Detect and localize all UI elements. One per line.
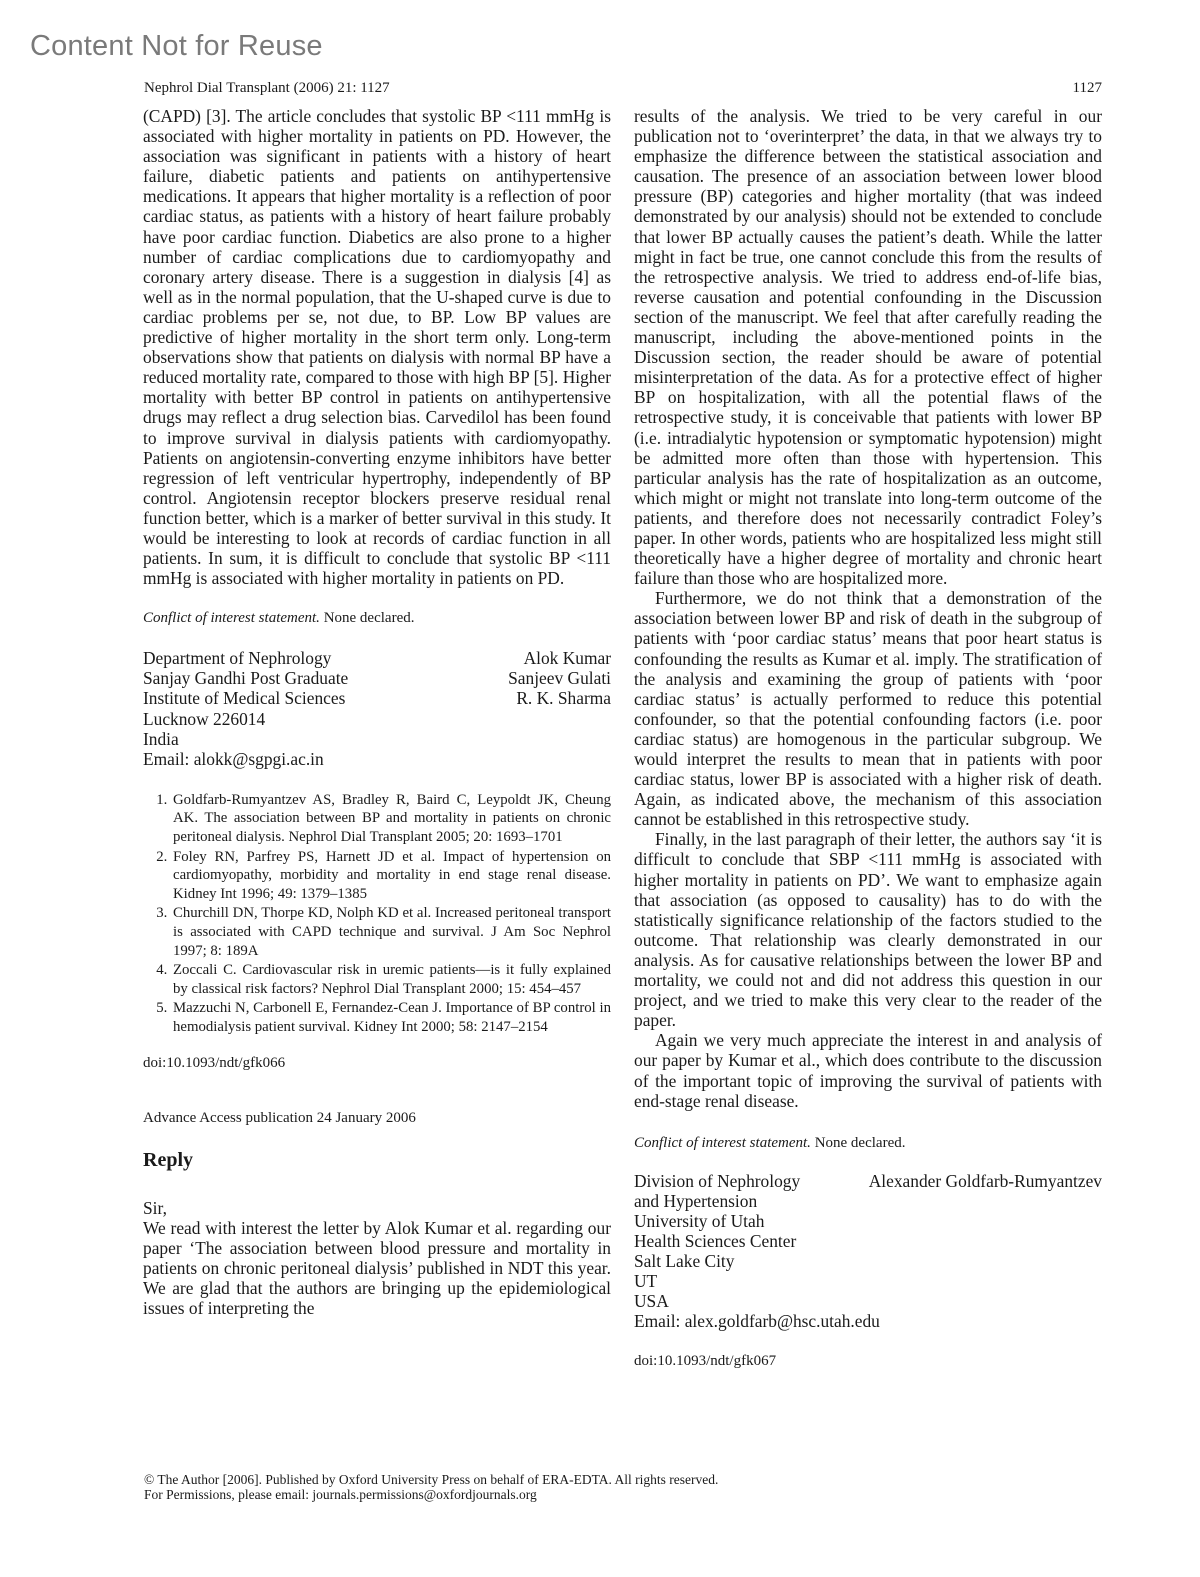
reference-item: 2. Foley RN, Parfrey PS, Harnett JD et al. Impact of hypertension on cardiomyopathy, morbidity and mortality in end stage renal disease. Kidney Int 1996; 49: 1379–1385 bbox=[171, 848, 611, 904]
coi-label: Conflict of interest statement. bbox=[143, 610, 320, 627]
address-line: and Hypertension bbox=[634, 1190, 758, 1211]
salutation: Sir, bbox=[143, 1197, 167, 1218]
page-number: 1127 bbox=[1072, 80, 1102, 96]
coi-text: None declared. bbox=[814, 1134, 906, 1151]
running-head bbox=[144, 80, 1102, 97]
reference-item: 1. Goldfarb-Rumyantzev AS, Bradley R, Baird C, Leypoldt JK, Cheung AK. The association between BP and mortality in patients on chronic peritoneal dialysis. Nephrol Dial Transplant 2005; 20: 1693–1701 bbox=[171, 791, 611, 847]
reply-heading: Reply bbox=[143, 1148, 193, 1171]
address-line: USA bbox=[634, 1291, 669, 1312]
reference-list bbox=[143, 791, 611, 1037]
address-line: Sanjay Gandhi Post Graduate bbox=[143, 668, 349, 689]
right-column bbox=[634, 106, 1102, 1370]
address-line: India bbox=[143, 728, 179, 749]
reference-item: 4. Zoccali C. Cardiovascular risk in uremic patients—is it fully explained by classical risk factors? Nephrol Dial Transplant 2000; 15: 454–457 bbox=[171, 961, 611, 998]
author-name: Sanjeev Gulati bbox=[508, 668, 611, 689]
doi: doi:10.1093/ndt/gfk067 bbox=[634, 1353, 777, 1370]
affiliation-address bbox=[143, 648, 348, 769]
author-name: R. K. Sharma bbox=[516, 688, 611, 709]
copyright-line: © The Author [2006]. Published by Oxford University Press on behalf of ERA-EDTA. All rights reserved. bbox=[144, 1472, 719, 1487]
reply-paragraph: Again we very much appreciate the interest in and analysis of our paper by Kumar et al., which does contribute to the discussion of the important topic of improving the survival of patients with end-stage renal disease. bbox=[634, 1030, 1102, 1111]
letter-paragraph: (CAPD) [3]. The article concludes that systolic BP <111 mmHg is associated with higher mortality in patients on PD. However, the association was significant in patients with a history of heart failure, diabetic patients and patients on antihypertensive medications. It appears that higher mortality is a reflection of poor cardiac status, as patients with a history of heart failure probably have poor cardiac function. Diabetics are also prone to a higher number of cardiac complications due to cardiomyopathy and coronary artery disease. There is a suggestion in dialysis [4] as well as in the normal population, that the U-shaped curve is due to cardiac problems per se, not due, to BP. Low BP values are predictive of higher mortality in the short term only. Long-term observations show that patients on dialysis with normal BP have a reduced mortality rate, compared to those with high BP [5]. Higher mortality with better BP control in patients on antihypertensive drugs may reflect a drug selection bias. Carvedilol has been found to improve survival in dialysis patients with cardiomyopathy. Patients on angiotensin-converting enzyme inhibitors have better regression of left ventricular hypertrophy, independently of BP control. Angiotensin receptor blockers preserve residual renal function better, which is a marker of better survival in this study. It would be interesting to look at records of cardiac function in all patients. In sum, it is difficult to conclude that systolic BP <111 mmHg is associated with higher mortality in patients on PD. bbox=[143, 106, 611, 589]
address-line: Department of Nephrology bbox=[143, 648, 332, 669]
conflict-of-interest bbox=[634, 1133, 1102, 1153]
permissions-line: For Permissions, please email: journals.permissions@oxfordjournals.org bbox=[144, 1487, 537, 1502]
email-address: Email: alokk@sgpgi.ac.in bbox=[143, 748, 324, 769]
reference-item: 3. Churchill DN, Thorpe KD, Nolph KD et al. Increased peritoneal transport is associated with CAPD technique and survival. J Am Soc Nephrol 1997; 8: 189A bbox=[171, 904, 611, 960]
left-column bbox=[143, 106, 611, 1318]
address-line: University of Utah bbox=[634, 1210, 765, 1231]
doi: doi:10.1093/ndt/gfk066 bbox=[143, 1054, 286, 1071]
address-line: UT bbox=[634, 1271, 658, 1292]
journal-citation: Nephrol Dial Transplant (2006) 21: 1127 bbox=[144, 80, 390, 96]
author-names bbox=[508, 648, 611, 769]
address-line: Division of Nephrology bbox=[634, 1170, 801, 1191]
author-block bbox=[634, 1171, 1102, 1332]
reply-paragraph: Furthermore, we do not think that a demonstration of the association between lower BP and risk of death in the subgroup of patients with ‘poor cardiac status’ means that poor heart status is confounding the results as Kumar et al. imply. The stratification of the analysis and examining the group of patients with ‘poor cardiac status’ is actually performed to reduce this potential confounder, so that the potential confounding factors (i.e. poor cardiac status) are homogenous in the particular subgroup. We would interpret the results to mean that in patients with poor cardiac status, lower BP is associated with a higher risk of death. Again, as indicated above, the mechanism of this association cannot be established in this retrospective study. bbox=[634, 588, 1102, 830]
reply-paragraph: We read with interest the letter by Alok Kumar et al. regarding our paper ‘The association between blood pressure and mortality in patients on chronic peritoneal dialysis’ published in NDT this year. We are glad that the authors are bringing up the epidemiological issues of interpreting the bbox=[143, 1217, 611, 1318]
address-line: Health Sciences Center bbox=[634, 1230, 797, 1251]
email-address: Email: alex.goldfarb@hsc.utah.edu bbox=[634, 1311, 880, 1332]
reply-paragraph: results of the analysis. We tried to be very careful in our publication not to ‘overinterpret’ the data, in that we always try to emphasize the difference between the statistical association and causation. The presence of an association between lower blood pressure (BP) categories and higher mortality (that was indeed demonstrated by our analysis) should not be extended to conclude that lower BP actually causes the patient’s death. While the latter might in fact be true, one cannot conclude this from the results of the retrospective analysis. We tried to address end-of-life bias, reverse causation and potential confounding in the Discussion section of the manuscript. We feel that after carefully reading the manuscript, including the above-mentioned points in the Discussion section, the reader should be aware of potential misinterpretation of the data. As for a protective effect of higher BP on hospitalization, with all the potential flaws of the retrospective study, it is conceivable that patients with lower BP (i.e. intradialytic hypotension or symptomatic hypotension) might be admitted more often than those with hypertension. This particular analysis has the rate of hospitalization as an outcome, which might or might not translate into long-term outcome of the patients, and therefore does not necessarily contradict Foley’s paper. In other words, patients who are hospitalized less might still theoretically have a higher degree of mortality and chronic heart failure than those who are hospitalized more. bbox=[634, 106, 1102, 589]
address-line: Lucknow 226014 bbox=[143, 708, 266, 729]
conflict-of-interest bbox=[143, 608, 611, 628]
author-name: Alexander Goldfarb-Rumyantzev bbox=[868, 1170, 1102, 1191]
advance-access-note: Advance Access publication 24 January 2006 bbox=[143, 1109, 416, 1126]
address-line: Salt Lake City bbox=[634, 1251, 735, 1272]
author-name: Alok Kumar bbox=[523, 648, 611, 669]
coi-label: Conflict of interest statement. bbox=[634, 1134, 811, 1151]
reply-paragraph: Finally, in the last paragraph of their letter, the authors say ‘it is difficult to conclude that SBP <111 mmHg is associated with higher mortality in patients on PD’. We want to emphasize again that association (as opposed to causality) has to do with the statistically significance relationship of the factors studied to the outcome. That relationship was clearly demonstrated in our analysis. As for causative relationships between the lower BP and mortality, we could not and did not address this question in our project, and we tried to make this very clear to the reader of the paper. bbox=[634, 829, 1102, 1031]
copyright-footer bbox=[144, 1472, 718, 1502]
address-line: Institute of Medical Sciences bbox=[143, 688, 346, 709]
reference-item: 5. Mazzuchi N, Carbonell E, Fernandez-Cean J. Importance of BP control in hemodialysis patient survival. Kidney Int 2000; 58: 2147–2154 bbox=[171, 999, 611, 1036]
coi-text: None declared. bbox=[323, 610, 415, 627]
watermark: Content Not for Reuse bbox=[30, 30, 323, 62]
author-block bbox=[143, 648, 611, 769]
